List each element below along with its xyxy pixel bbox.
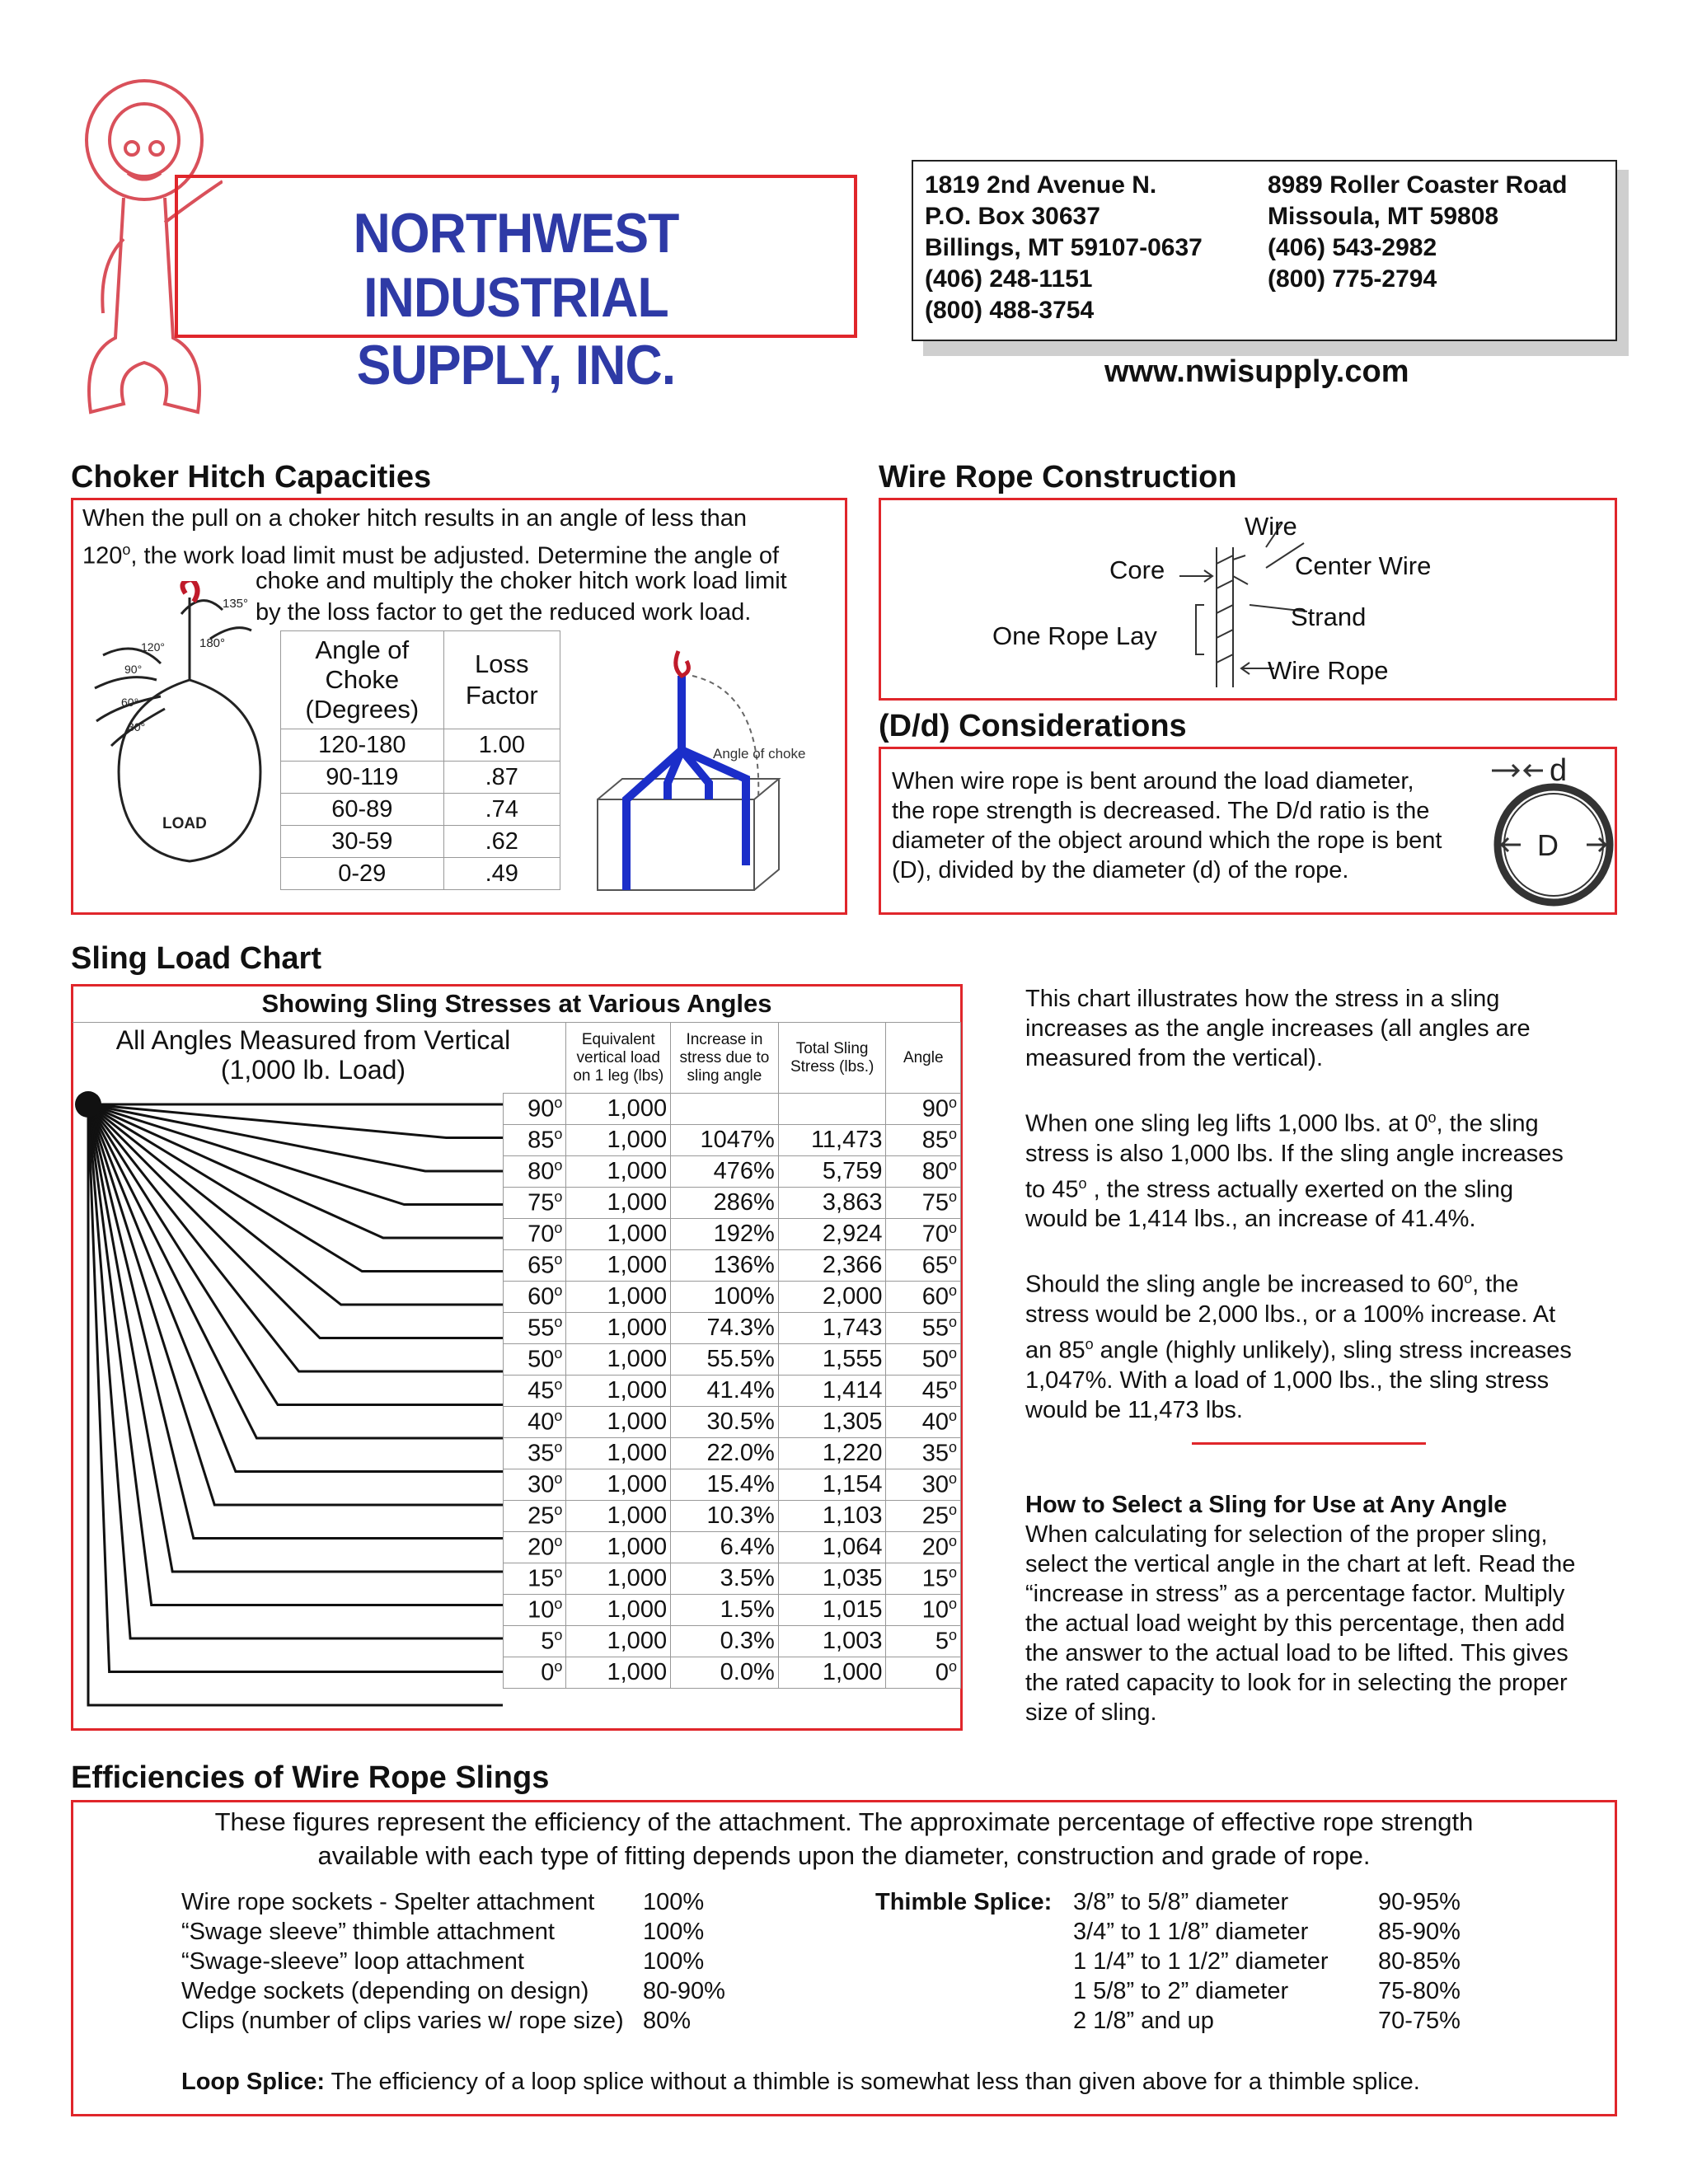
crane-lift-diagram bbox=[589, 643, 837, 898]
loss-factor-row bbox=[281, 762, 560, 794]
sling-row bbox=[504, 1407, 961, 1438]
sling-row bbox=[504, 1282, 961, 1313]
choker-title: Choker Hitch Capacities bbox=[71, 460, 432, 494]
angle-cell: 70$^o$ bbox=[504, 1219, 566, 1250]
sling-table-title: Showing Sling Stresses at Various Angles bbox=[261, 989, 772, 1018]
angle-cell: 0$^o$ bbox=[504, 1657, 566, 1689]
choker-intro-indent bbox=[256, 565, 787, 628]
loss-factor-row bbox=[281, 729, 560, 762]
sling-angle-line bbox=[88, 1104, 503, 1272]
text-line: would be 11,473 lbs. bbox=[1025, 1396, 1243, 1423]
angle-cell: 25$^o$ bbox=[504, 1501, 566, 1532]
vertical-load-cell: 1,000 bbox=[566, 1563, 671, 1595]
header-total: Total Sling Stress (lbs.) bbox=[778, 1023, 886, 1094]
thimble-row: 1 5/8” to 2” diameter 75-80% bbox=[1073, 1978, 1461, 2004]
sling-row bbox=[504, 1344, 961, 1376]
text-line: When one sling leg lifts 1,000 lbs. at 0$^o$, the sling bbox=[1025, 1109, 1539, 1137]
stress-increase-cell: 1.5% bbox=[671, 1595, 779, 1626]
label-load: LOAD bbox=[162, 815, 207, 832]
label-120: 120° bbox=[141, 640, 165, 654]
angle-cell: 65$^o$ bbox=[504, 1250, 566, 1282]
missoula-address bbox=[1268, 170, 1567, 295]
company-name-line1: NORTHWEST INDUSTRIAL bbox=[353, 202, 679, 329]
choker-load-diagram bbox=[87, 581, 293, 894]
total-stress-cell bbox=[778, 1094, 886, 1125]
sling-row bbox=[504, 1438, 961, 1469]
vertical-load-cell: 1,000 bbox=[566, 1376, 671, 1407]
thimble-row: 3/8” to 5/8” diameter 90-95% bbox=[1073, 1889, 1461, 1915]
sling-angle-line bbox=[88, 1104, 503, 1605]
company-logo-box bbox=[175, 175, 857, 396]
label-30: 30° bbox=[128, 720, 146, 733]
address-line: 8989 Roller Coaster Road bbox=[1268, 171, 1568, 199]
sling-row bbox=[504, 1094, 961, 1125]
phone-line: (406) 248-1151 bbox=[925, 265, 1093, 293]
label-d-small: d bbox=[1550, 753, 1568, 788]
sling-row bbox=[504, 1595, 961, 1626]
total-stress-cell: 5,759 bbox=[778, 1156, 886, 1188]
angle-cell-right: 30$^o$ bbox=[886, 1469, 961, 1501]
stress-increase-cell: 6.4% bbox=[671, 1532, 779, 1563]
sling-row bbox=[504, 1532, 961, 1563]
text-line: This chart illustrates how the stress in a sling bbox=[1025, 986, 1500, 1012]
address-line: Billings, MT 59107-0637 bbox=[925, 234, 1203, 261]
text-line: stress would be 2,000 lbs., or a 100% increase. At bbox=[1025, 1301, 1556, 1328]
loss-factor-cell: .87 bbox=[443, 762, 560, 794]
attachment-row: Clips (number of clips varies w/ rope size) 80% bbox=[181, 2008, 692, 2034]
attachment-efficiency-list bbox=[181, 1887, 742, 2036]
text-line: the rated capacity to look for in selecting the proper bbox=[1025, 1670, 1568, 1696]
total-stress-cell: 1,103 bbox=[778, 1501, 886, 1532]
how-to-select bbox=[1025, 1490, 1619, 1727]
stress-increase-cell: 55.5% bbox=[671, 1344, 779, 1376]
total-stress-cell: 1,064 bbox=[778, 1532, 886, 1563]
vertical-load-cell: 1,000 bbox=[566, 1469, 671, 1501]
text-line: measured from the vertical). bbox=[1025, 1045, 1324, 1071]
address-box bbox=[912, 160, 1617, 341]
total-stress-cell: 1,305 bbox=[778, 1407, 886, 1438]
website-link[interactable]: www.nwisupply.com bbox=[1104, 354, 1409, 389]
angle-cell: 75$^o$ bbox=[504, 1188, 566, 1219]
efficiencies-title: Efficiencies of Wire Rope Slings bbox=[71, 1760, 550, 1795]
total-stress-cell: 2,000 bbox=[778, 1282, 886, 1313]
label-core: Core bbox=[1109, 555, 1165, 584]
angle-cell: 60$^o$ bbox=[504, 1282, 566, 1313]
wire-rope-diagram bbox=[879, 498, 1617, 701]
stress-increase-cell: 41.4% bbox=[671, 1376, 779, 1407]
total-stress-cell: 1,414 bbox=[778, 1376, 886, 1407]
address-line: P.O. Box 30637 bbox=[925, 203, 1100, 230]
total-stress-cell: 1,154 bbox=[778, 1469, 886, 1501]
vertical-load-cell: 1,000 bbox=[566, 1188, 671, 1219]
angles-measured-note: All Angles Measured from Vertical (1,000 lb. Load) bbox=[115, 1025, 511, 1085]
choker-intro-line: choke and multiply the choker hitch work load limit bbox=[256, 568, 787, 594]
label-strand: Strand bbox=[1291, 602, 1367, 631]
angle-range-cell: 90-119 bbox=[281, 762, 444, 794]
company-name-line2: SUPPLY, INC. bbox=[356, 334, 676, 396]
stress-increase-cell: 192% bbox=[671, 1219, 779, 1250]
angle-cell-right: 5$^o$ bbox=[886, 1626, 961, 1657]
angle-cell-right: 60$^o$ bbox=[886, 1282, 961, 1313]
loss-factor-row bbox=[281, 858, 560, 890]
angle-cell: 35$^o$ bbox=[504, 1438, 566, 1469]
angle-range-cell: 120-180 bbox=[281, 729, 444, 762]
header-angle: Angle bbox=[886, 1023, 961, 1094]
angle-cell-right: 15$^o$ bbox=[886, 1563, 961, 1595]
angle-cell: 15$^o$ bbox=[504, 1563, 566, 1595]
text-line: “increase in stress” as a percentage factor. Multiply bbox=[1025, 1581, 1565, 1607]
total-stress-cell: 1,220 bbox=[778, 1438, 886, 1469]
stress-increase-cell: 3.5% bbox=[671, 1563, 779, 1595]
text-line: select the vertical angle in the chart at left. Read the bbox=[1025, 1551, 1576, 1577]
angle-cell: 5$^o$ bbox=[504, 1626, 566, 1657]
address-line: 1819 2nd Avenue N. bbox=[925, 171, 1157, 199]
sling-row bbox=[504, 1156, 961, 1188]
vertical-load-cell: 1,000 bbox=[566, 1313, 671, 1344]
angle-cell-right: 10$^o$ bbox=[886, 1595, 961, 1626]
vertical-load-cell: 1,000 bbox=[566, 1407, 671, 1438]
sling-stress-table bbox=[503, 1022, 961, 1689]
sling-row bbox=[504, 1313, 961, 1344]
text-line: the answer to the actual load to be lifted. This gives bbox=[1025, 1640, 1568, 1666]
sling-row bbox=[504, 1188, 961, 1219]
angle-cell-right: 50$^o$ bbox=[886, 1344, 961, 1376]
thimble-splice-label: Thimble Splice: bbox=[875, 1889, 1053, 1915]
stress-increase-cell: 286% bbox=[671, 1188, 779, 1219]
phone-line: (406) 543-2982 bbox=[1268, 234, 1437, 261]
angle-range-cell: 60-89 bbox=[281, 794, 444, 826]
choker-intro bbox=[82, 503, 779, 572]
dd-title: (D/d) Considerations bbox=[879, 709, 1187, 743]
label-angle-of-choke: Angle of choke bbox=[713, 746, 806, 762]
total-stress-cell: 1,015 bbox=[778, 1595, 886, 1626]
angle-cell-right: 35$^o$ bbox=[886, 1438, 961, 1469]
dd-line: (D), divided by the diameter (d) of the rope. bbox=[892, 857, 1349, 883]
angle-cell-right: 85$^o$ bbox=[886, 1125, 961, 1156]
sling-row bbox=[504, 1219, 961, 1250]
loop-splice-note bbox=[181, 2067, 1420, 2097]
vertical-load-cell: 1,000 bbox=[566, 1219, 671, 1250]
dd-text bbox=[892, 766, 1442, 885]
label-60: 60° bbox=[121, 696, 139, 709]
text-line: size of sling. bbox=[1025, 1699, 1157, 1726]
dd-line: diameter of the object around which the rope is bent bbox=[892, 827, 1442, 854]
angle-cell: 30$^o$ bbox=[504, 1469, 566, 1501]
loss-factor-cell: .62 bbox=[443, 826, 560, 858]
vertical-load-cell: 1,000 bbox=[566, 1501, 671, 1532]
vertical-load-cell: 1,000 bbox=[566, 1657, 671, 1689]
text-line: to 45$^o$ , the stress actually exerted on the sling bbox=[1025, 1174, 1513, 1203]
stress-increase-cell: 1047% bbox=[671, 1125, 779, 1156]
angle-cell: 45$^o$ bbox=[504, 1376, 566, 1407]
loss-factor-row bbox=[281, 826, 560, 858]
label-180: 180° bbox=[199, 636, 226, 650]
stress-increase-cell bbox=[671, 1094, 779, 1125]
text-line: the actual load weight by this percentage, then add bbox=[1025, 1610, 1565, 1637]
phone-line: (800) 775-2794 bbox=[1268, 265, 1437, 293]
billings-address bbox=[925, 170, 1203, 326]
loss-factor-table bbox=[280, 630, 560, 890]
loss-factor-cell: .74 bbox=[443, 794, 560, 826]
angle-cell: 20$^o$ bbox=[504, 1532, 566, 1563]
dd-line: the rope strength is decreased. The D/d ratio is the bbox=[892, 798, 1430, 824]
how-to-select-title: How to Select a Sling for Use at Any Angle bbox=[1025, 1492, 1507, 1518]
stress-increase-cell: 0.3% bbox=[671, 1626, 779, 1657]
loss-table-header-angle: Angle of Choke (Degrees) bbox=[281, 631, 444, 729]
stress-increase-cell: 30.5% bbox=[671, 1407, 779, 1438]
angle-cell: 55$^o$ bbox=[504, 1313, 566, 1344]
stress-increase-cell: 15.4% bbox=[671, 1469, 779, 1501]
total-stress-cell: 3,863 bbox=[778, 1188, 886, 1219]
loop-splice-text: The efficiency of a loop splice without a thimble is somewhat less than given above for a thimble splice. bbox=[325, 2069, 1420, 2095]
stress-increase-cell: 136% bbox=[671, 1250, 779, 1282]
total-stress-cell: 2,366 bbox=[778, 1250, 886, 1282]
sling-row bbox=[504, 1469, 961, 1501]
vertical-load-cell: 1,000 bbox=[566, 1282, 671, 1313]
loss-factor-row bbox=[281, 794, 560, 826]
choker-intro-line: 120$^o$, the work load limit must be adjusted. Determine the angle of bbox=[82, 541, 780, 569]
vertical-load-cell: 1,000 bbox=[566, 1250, 671, 1282]
loss-factor-cell: .49 bbox=[443, 858, 560, 890]
total-stress-cell: 1,000 bbox=[778, 1657, 886, 1689]
label-wire: Wire bbox=[1245, 512, 1297, 541]
choker-intro-line: by the loss factor to get the reduced work load. bbox=[256, 599, 752, 626]
angle-cell-right: 90$^o$ bbox=[886, 1094, 961, 1125]
angle-cell-right: 75$^o$ bbox=[886, 1188, 961, 1219]
angle-range-cell: 30-59 bbox=[281, 826, 444, 858]
total-stress-cell: 11,473 bbox=[778, 1125, 886, 1156]
efficiencies-intro bbox=[71, 1805, 1617, 1872]
text-line: When calculating for selection of the proper sling, bbox=[1025, 1521, 1548, 1548]
thimble-splice-list bbox=[1073, 1887, 1485, 2036]
attachment-row: “Swage sleeve” thimble attachment 100% bbox=[181, 1919, 705, 1945]
sling-row bbox=[504, 1563, 961, 1595]
loss-table-header-factor: Loss Factor bbox=[443, 631, 560, 729]
label-wire-rope: Wire Rope bbox=[1268, 656, 1389, 685]
angle-cell-right: 40$^o$ bbox=[886, 1407, 961, 1438]
sling-row bbox=[504, 1501, 961, 1532]
vertical-load-cell: 1,000 bbox=[566, 1626, 671, 1657]
angle-cell: 90$^o$ bbox=[504, 1094, 566, 1125]
text-line: an 85$^o$ angle (highly unlikely), sling stress increases bbox=[1025, 1335, 1572, 1364]
dd-line: When wire rope is bent around the load diameter, bbox=[892, 768, 1414, 794]
angle-cell-right: 80$^o$ bbox=[886, 1156, 961, 1188]
label-one-rope-lay: One Rope Lay bbox=[992, 621, 1157, 650]
attachment-row: Wedge sockets (depending on design) 80-90% bbox=[181, 1978, 725, 2004]
thimble-row: 3/4” to 1 1/8” diameter 85-90% bbox=[1073, 1919, 1461, 1945]
angle-cell-right: 20$^o$ bbox=[886, 1532, 961, 1563]
phone-line: (800) 488-3754 bbox=[925, 297, 1095, 324]
vertical-load-cell: 1,000 bbox=[566, 1344, 671, 1376]
wire-rope-title: Wire Rope Construction bbox=[879, 460, 1237, 494]
header-increase: Increase in stress due to sling angle bbox=[671, 1023, 779, 1094]
loop-splice-label: Loop Splice: bbox=[181, 2069, 325, 2095]
sling-row bbox=[504, 1657, 961, 1689]
dd-diagram bbox=[1484, 750, 1615, 912]
thimble-row: 1 1/4” to 1 1/2” diameter 80-85% bbox=[1073, 1948, 1461, 1975]
label-d-big: D bbox=[1537, 828, 1559, 862]
text-line: increases as the angle increases (all angles are bbox=[1025, 1015, 1531, 1042]
angle-cell-right: 45$^o$ bbox=[886, 1376, 961, 1407]
header-spacer bbox=[504, 1023, 566, 1094]
angle-cell-right: 65$^o$ bbox=[886, 1250, 961, 1282]
text-line: stress is also 1,000 lbs. If the sling angle increases bbox=[1025, 1140, 1564, 1167]
choker-intro-line: When the pull on a choker hitch results in an angle of less than bbox=[82, 505, 748, 532]
stress-increase-cell: 100% bbox=[671, 1282, 779, 1313]
attachment-row: “Swage-sleeve” loop attachment 100% bbox=[181, 1948, 705, 1975]
angle-cell: 10$^o$ bbox=[504, 1595, 566, 1626]
vertical-load-cell: 1,000 bbox=[566, 1532, 671, 1563]
angle-cell-right: 0$^o$ bbox=[886, 1657, 961, 1689]
total-stress-cell: 1,035 bbox=[778, 1563, 886, 1595]
angle-cell: 50$^o$ bbox=[504, 1344, 566, 1376]
stress-increase-cell: 10.3% bbox=[671, 1501, 779, 1532]
angle-cell: 40$^o$ bbox=[504, 1407, 566, 1438]
sling-row bbox=[504, 1250, 961, 1282]
sling-explanation bbox=[1025, 984, 1619, 1425]
sling-row bbox=[504, 1125, 961, 1156]
label-90: 90° bbox=[124, 663, 143, 676]
stress-increase-cell: 476% bbox=[671, 1156, 779, 1188]
angle-cell-right: 25$^o$ bbox=[886, 1501, 961, 1532]
angle-range-cell: 0-29 bbox=[281, 858, 444, 890]
angle-cell-right: 55$^o$ bbox=[886, 1313, 961, 1344]
sling-row bbox=[504, 1626, 961, 1657]
total-stress-cell: 2,924 bbox=[778, 1219, 886, 1250]
sling-angle-line bbox=[88, 1104, 503, 1672]
total-stress-cell: 1,743 bbox=[778, 1313, 886, 1344]
stress-increase-cell: 22.0% bbox=[671, 1438, 779, 1469]
thimble-row: 2 1/8” and up 70-75% bbox=[1073, 2008, 1461, 2034]
loss-factor-cell: 1.00 bbox=[443, 729, 560, 762]
text-line: would be 1,414 lbs., an increase of 41.4%. bbox=[1025, 1206, 1476, 1233]
intro-line: available with each type of fitting depends upon the diameter, construction and grade of rope. bbox=[317, 1841, 1371, 1870]
vertical-load-cell: 1,000 bbox=[566, 1595, 671, 1626]
attachment-row: Wire rope sockets - Spelter attachment 100% bbox=[181, 1889, 705, 1915]
total-stress-cell: 1,555 bbox=[778, 1344, 886, 1376]
text-line: 1,047%. With a load of 1,000 lbs., the sling stress bbox=[1025, 1366, 1550, 1394]
angle-cell: 85$^o$ bbox=[504, 1125, 566, 1156]
vertical-load-cell: 1,000 bbox=[566, 1438, 671, 1469]
label-135: 135° bbox=[223, 597, 249, 611]
vertical-load-cell: 1,000 bbox=[566, 1156, 671, 1188]
red-divider bbox=[1192, 1442, 1426, 1445]
label-center-wire: Center Wire bbox=[1295, 551, 1432, 580]
address-line: Missoula, MT 59808 bbox=[1268, 203, 1499, 230]
stress-increase-cell: 0.0% bbox=[671, 1657, 779, 1689]
angle-cell: 80$^o$ bbox=[504, 1156, 566, 1188]
vertical-load-cell: 1,000 bbox=[566, 1125, 671, 1156]
header-equivalent: Equivalent vertical load on 1 leg (lbs) bbox=[566, 1023, 671, 1094]
total-stress-cell: 1,003 bbox=[778, 1626, 886, 1657]
sling-row bbox=[504, 1376, 961, 1407]
stress-increase-cell: 74.3% bbox=[671, 1313, 779, 1344]
sling-title: Sling Load Chart bbox=[71, 941, 321, 976]
sling-angle-line bbox=[88, 1104, 503, 1472]
intro-line: These figures represent the efficiency of the attachment. The approximate percentage of effective rope strength bbox=[214, 1807, 1474, 1836]
text-line: Should the sling angle be increased to 60$^o$, the bbox=[1025, 1270, 1519, 1298]
sling-angle-fan bbox=[74, 1088, 511, 1722]
angle-cell-right: 70$^o$ bbox=[886, 1219, 961, 1250]
vertical-load-cell: 1,000 bbox=[566, 1094, 671, 1125]
